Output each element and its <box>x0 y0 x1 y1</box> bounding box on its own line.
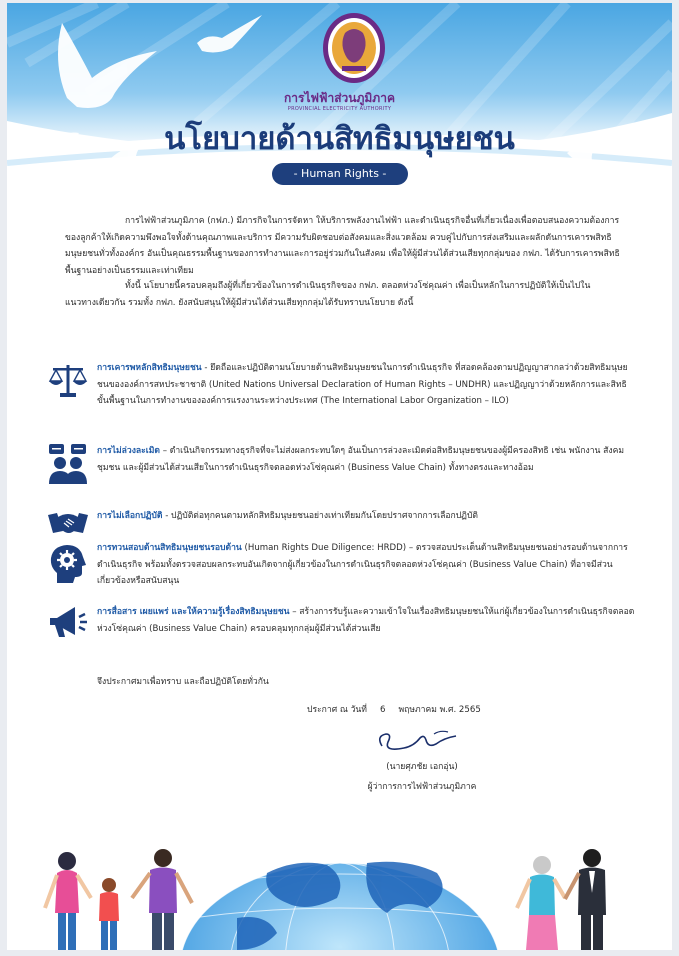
policy-item-2 <box>97 443 637 476</box>
policy-heading: การไม่เลือกปฏิบัติ <box>97 511 163 521</box>
intro-paragraph-1: การไฟฟ้าส่วนภูมิภาค (กฟภ.) มีภารกิจในการจัดหา ให้บริการพลังงานไฟฟ้า และดำเนินธุรกิจอื่นที่เกี่ยวเนื่องเพื่อตอบสนองความต้องการของลูกค้าให้เกิดความพึงพอใจทั้งด้านคุณภาพและบริการ มีความรับผิดชอบต่อสังคมและสิ่งแวดล้อม ควบคู่ไปกับการส่งเสริมและผลักดันการเคารพสิทธิมนุษยชนทั่วทั้งองค์กร อันเป็นคุณธรรมพื้นฐานของการทำงานและการอยู่ร่วมกันในสังคม เพื่อให้ผู้มีส่วนได้ส่วนเสียทุกกลุ่มของ กฟภ. ได้รับการเคารพสิทธิพื้นฐานอย่างเป็นธรรมและเท่าเทียม <box>65 216 620 276</box>
megaphone-icon <box>47 601 89 643</box>
page-title: นโยบายด้านสิทธิมนุษยชน <box>164 121 515 157</box>
date-day: 6 <box>379 705 386 715</box>
pea-logo-icon <box>323 13 385 83</box>
policy-item-1 <box>97 360 637 410</box>
closing-statement: จึงประกาศมาเพื่อทราบ และถือปฏิบัติโดยทั่วกัน <box>97 677 269 687</box>
announcement-date <box>307 702 547 716</box>
policy-text: - ยึดถือและปฏิบัติตามนโยบายด้านสิทธิมนุษยชนในการดำเนินธุรกิจ ที่สอดคล้องตามปฏิญญาสากลว่าด้วยสิทธิมนุษยชนขององค์การสหประชาชาติ (United Nations Universal Declaration of Human Rights – UNDHR) และปฏิญญาว่าด้วยหลักการและสิทธิขั้นพื้นฐานในการทำงานขององค์การแรงงานระหว่างประเทศ (The International Labor Organization – ILO) <box>97 363 628 406</box>
date-month-year: พฤษภาคม พ.ศ. 2565 <box>398 705 481 715</box>
policy-item-5 <box>97 604 637 637</box>
policy-heading: การทวนสอบด้านสิทธิมนุษยชนรอบด้าน <box>97 543 242 553</box>
policy-heading: การไม่ล่วงละเมิด <box>97 446 160 456</box>
subtitle-badge: - Human Rights - <box>272 163 408 185</box>
head-gear-icon <box>47 543 89 585</box>
scales-of-justice-icon <box>47 359 89 401</box>
signatory-position: ผู้ว่าการการไฟฟ้าส่วนภูมิภาค <box>367 782 477 792</box>
policy-item-3 <box>97 508 637 525</box>
policy-text: (Human Rights Due Diligence: HRDD) – ตรวจสอบประเด็นด้านสิทธิมนุษยชนอย่างรอบด้านจากการดำเนินธุรกิจ พร้อมทั้งตรวจสอบผลกระทบอันเกิดจากผู้เกี่ยวข้องในการดำเนินธุรกิจตลอดห่วงโซ่คุณค่า (Business Value Chain) ที่อาจมีส่วนเกี่ยวข้องหรือสนับสนุน <box>97 543 628 586</box>
policy-text: – สร้างการรับรู้และความเข้าใจในเรื่องสิทธิมนุษยชนให้แก่ผู้เกี่ยวข้องในการดำเนินธุรกิจตลอดห่วงโซ่คุณค่า (Business Value Chain) ครอบคลุมทุกกลุ่มผู้มีส่วนได้ส่วนเสีย <box>97 607 635 634</box>
org-name-thai: การไฟฟ้าส่วนภูมิภาค <box>284 91 395 105</box>
signature <box>374 726 459 756</box>
handshake-icon <box>47 503 89 545</box>
policy-text: – ดำเนินกิจกรรมทางธุรกิจที่จะไม่ส่งผลกระทบใดๆ อันเป็นการล่วงละเมิดต่อสิทธิมนุษยชนของผู้มีครองสิทธิ เช่น พนักงาน สังคม ชุมชน และผู้มีส่วนได้ส่วนเสียในการดำเนินธุรกิจตลอดห่วงโซ่คุณค่า (Business Value Chain) ทั้งทางตรงและทางอ้อม <box>97 446 624 473</box>
policy-item-4 <box>97 540 637 590</box>
policy-poster <box>7 3 672 950</box>
date-prefix: ประกาศ ณ วันที่ <box>307 705 367 715</box>
intro-paragraph-2: ทั้งนี้ นโยบายนี้ครอบคลุมถึงผู้ที่เกี่ยวข้องในการดำเนินธุรกิจของ กฟภ. ตลอดห่วงโซ่คุณค่า เพื่อเป็นหลักในการปฏิบัติให้เป็นไปในแนวทางเดียวกัน รวมทั้ง กฟภ. ยังสนับสนุนให้ผู้มีส่วนได้ส่วนเสียทุกกลุ่มได้รับทราบนโยบาย ดังนี้ <box>65 281 591 308</box>
footer-illustration <box>7 803 672 950</box>
people-speech-icon <box>47 443 89 485</box>
policy-heading: การสื่อสาร เผยแพร่ และให้ความรู้เรื่องสิทธิมนุษยชน <box>97 607 290 617</box>
org-name-english: PROVINCIAL ELECTRICITY AUTHORITY <box>287 106 392 112</box>
policy-heading: การเคารพหลักสิทธิมนุษยชน <box>97 363 202 373</box>
signatory-name: (นายศุภชัย เอกอุ่น) <box>386 762 458 772</box>
policy-text: - ปฏิบัติต่อทุกคนตามหลักสิทธิมนุษยชนอย่างเท่าเทียมกันโดยปราศจากการเลือกปฏิบัติ <box>162 511 478 521</box>
globe-icon <box>180 862 500 950</box>
